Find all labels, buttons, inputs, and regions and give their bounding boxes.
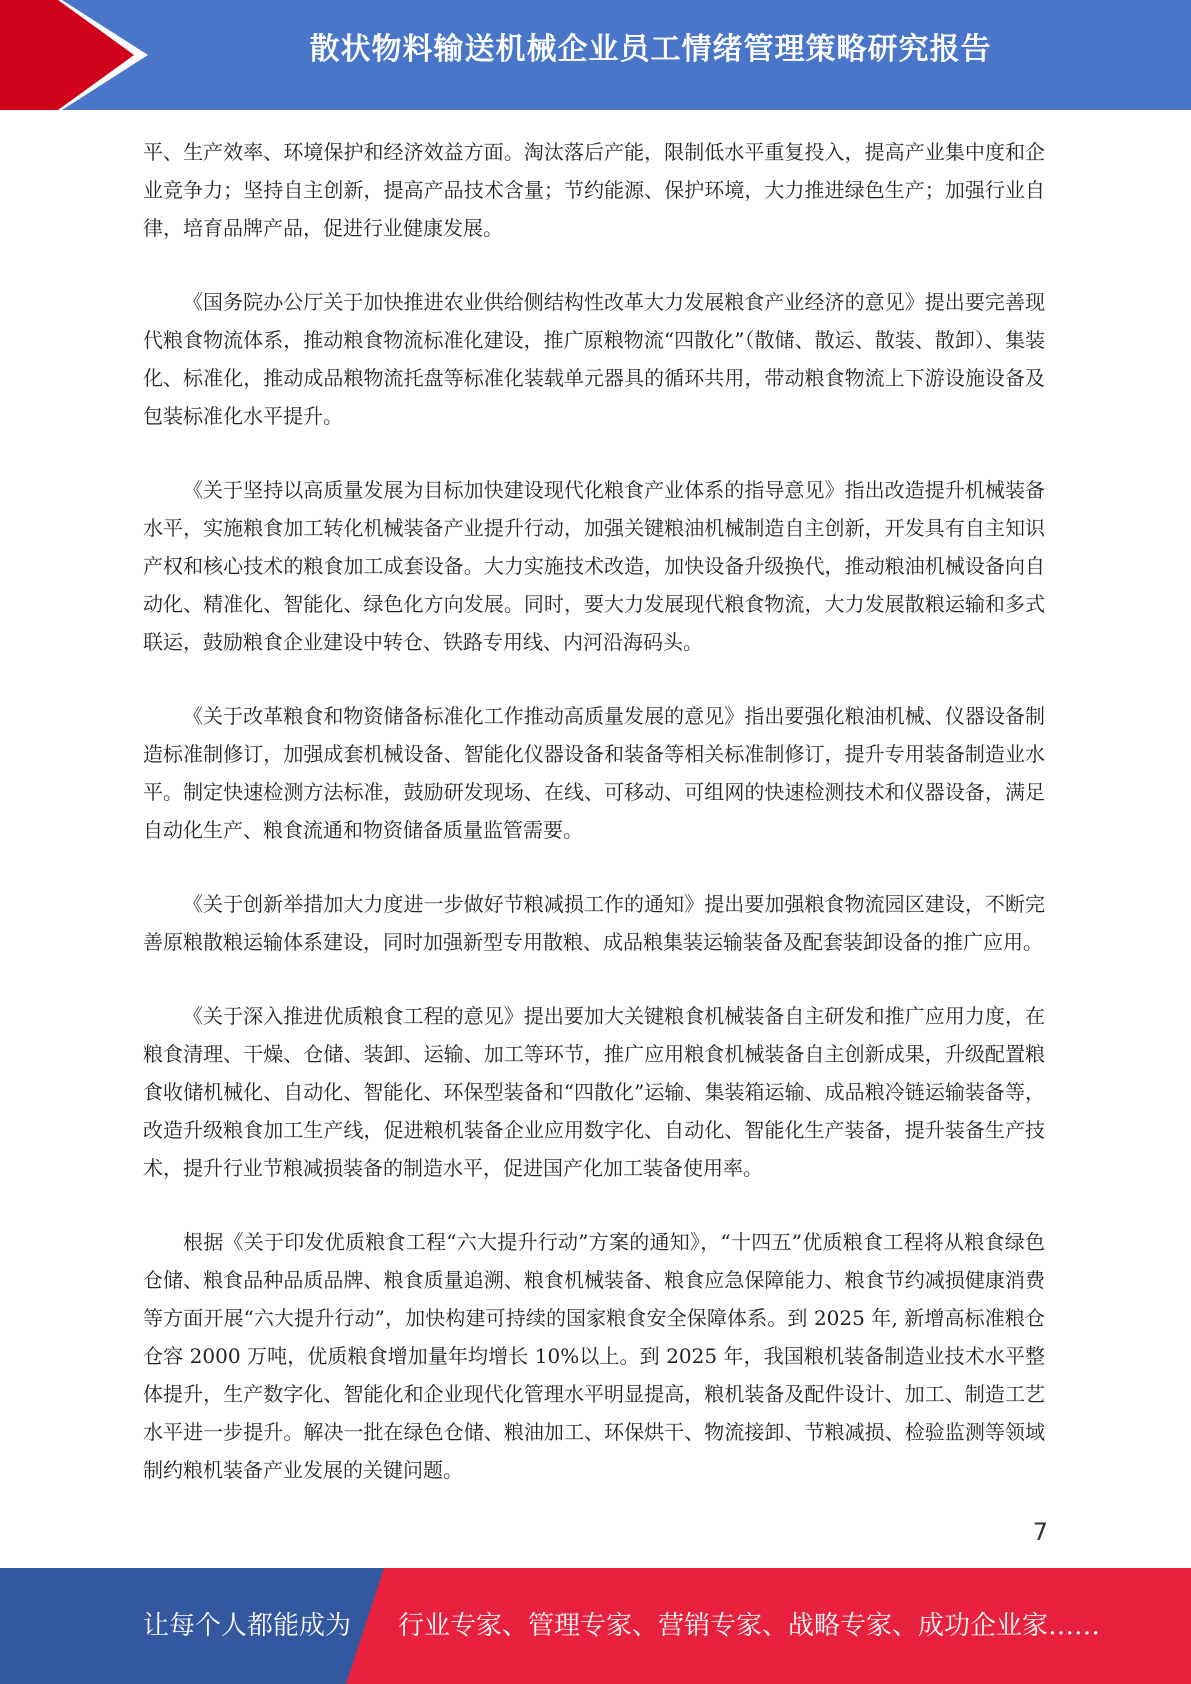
page-header [0, 0, 1191, 110]
paragraph-5: 《关于创新举措加大力度进一步做好节粮减损工作的通知》提出要加强粮食物流园区建设，不断完善原粮散粮运输体系建设，同时加强新型专用散粮、成品粮集装运输装备及配套装卸设备的推广应用。 [143, 892, 1045, 954]
page-number: 7 [1032, 1518, 1048, 1546]
footer-slogan-lead: 让每个人都能成为 [143, 1611, 352, 1641]
paragraph-4: 《关于改革粮食和物资储备标准化工作推动高质量发展的意见》指出要强化粮油机械、仪器设备制造标准制修订，加强成套机械设备、智能化仪器设备和装备等相关标准制修订，提升专用装备制造业水平。制定快速检测方法标准，鼓励研发现场、在线、可移动、可组网的快速检测技术和仪器设备，满足自动化生产、粮食流通和物资储备质量监管需要。 [143, 704, 1045, 842]
body-text [143, 133, 1045, 1525]
paragraph-2: 《国务院办公厅关于加快推进农业供给侧结构性改革大力发展粮食产业经济的意见》提出要完善现代粮食物流体系，推动粮食物流标准化建设，推广原粮物流“四散化”（散储、散运、散装、散卸）、集装化、标准化，推动成品粮物流托盘等标准化装载单元器具的循环共用，带动粮食物流上下游设施设备及包装标准化水平提升。 [143, 290, 1045, 428]
paragraph-7: 根据《关于印发优质粮食工程“六大提升行动”方案的通知》，“十四五”优质粮食工程将从粮食绿色仓储、粮食品种品质品牌、粮食质量追溯、粮食机械装备、粮食应急保障能力、粮食节约减损健康消费等方面开展“六大提升行动”，加快构建可持续的国家粮食安全保障体系。到 2025 年, 新增高标准粮仓仓容 2000 万吨，优质粮食增加量年均增长 10%以上。到 2025 年，我国粮机装备制造业技术水平整体提升，生产数字化、智能化和企业现代化管理水平明显提高，粮机装备及配件设计、加工、制造工艺水平进一步提升。解决一批在绿色仓储、粮油加工、环保烘干、物流接卸、节粮减损、检验监测等领域制约粮机装备产业发展的关键问题。 [143, 1230, 1045, 1482]
document-title: 散状物料输送机械企业员工情绪管理策略研究报告 [309, 32, 992, 67]
paragraph-3: 《关于坚持以高质量发展为目标加快建设现代化粮食产业体系的指导意见》指出改造提升机械装备水平，实施粮食加工转化机械装备产业提升行动，加强关键粮油机械制造自主创新，开发具有自主知识产权和核心技术的粮食加工成套设备。大力实施技术改造，加快设备升级换代，推动粮油机械设备向自动化、精准化、智能化、绿色化方向发展。同时，要大力发展现代粮食物流，大力发展散粮运输和多式联运，鼓励粮食企业建设中转仓、铁路专用线、内河沿海码头。 [143, 478, 1045, 654]
paragraph-6: 《关于深入推进优质粮食工程的意见》提出要加大关键粮食机械装备自主研发和推广应用力度，在粮食清理、干燥、仓储、装卸、运输、加工等环节，推广应用粮食机械装备自主创新成果，升级配置粮食收储机械化、自动化、智能化、环保型装备和“四散化”运输、集装箱运输、成品粮冷链运输装备等，改造升级粮食加工生产线，促进粮机装备企业应用数字化、自动化、智能化生产装备，提升装备生产技术，提升行业节粮减损装备的制造水平，促进国产化加工装备使用率。 [143, 1004, 1045, 1180]
page-footer [0, 1568, 1191, 1684]
paragraph-1: 平、生产效率、环境保护和经济效益方面。淘汰落后产能，限制低水平重复投入，提高产业集中度和企业竞争力；坚持自主创新，提高产品技术含量；节约能源、保护环境，大力推进绿色生产；加强行业自律，培育品牌产品，促进行业健康发展。 [143, 140, 1045, 240]
footer-slogan-list: 行业专家、管理专家、营销专家、战略专家、成功企业家…… [398, 1611, 1101, 1641]
header-chevron-decoration [0, 0, 160, 110]
